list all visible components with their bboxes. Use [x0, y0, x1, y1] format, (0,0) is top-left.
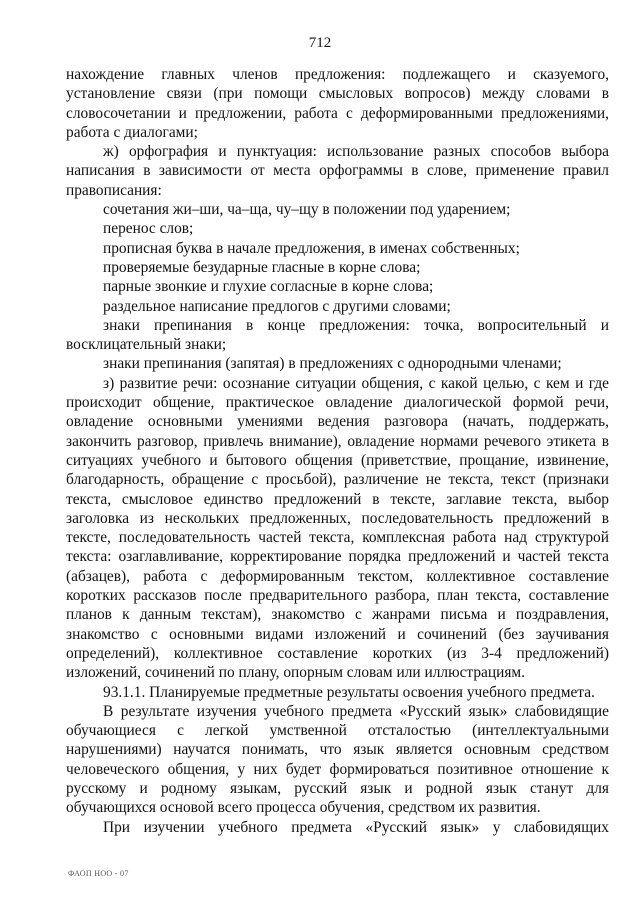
list-item-unstressed-vowels: проверяемые безударные гласные в корне слова;	[103, 258, 421, 276]
list-item-end-punctuation: знаки препинания в конце предложения: точка, вопросительный и восклицательный знаки;	[66, 316, 609, 354]
paragraph-speech-development: з) развитие речи: осознание ситуации общения, с какой целью, с кем и где происходит общение, практическое овладение диалогической формой речи, овладение основными умениями ведения разговора (начать, поддержать, закончить разговор, привлечь внимание), овладение нормами речевого этикета в ситуациях учебного и бытового общения (приветствие, прощание, извинение, благодарность, обращение с просьбой), различение не текста, текст (признаки текста, смысловое единство предложений в тексте, заглавие текста, выбор заголовка из нескольких предложенных, последовательность предложений в тексте, последовательность частей текста, комплексная работа над структурой текста: озаглавливание, корректирование порядка предложений и частей текста (абзацев), работа с деформированным текстом, коллективное составление коротких рассказов после предварительного разбора, план текста, составление планов к данным текстам), знакомство с жанрами письма и поздравления, знакомство с основными видами изложений и сочинений (без заучивания определений), коллективное составление коротких (из 3-4 предложений) изложений, сочинений по плану, опорным словам или иллюстрациям.	[66, 374, 609, 682]
list-item-zhi-shi: сочетания жи–ши, ча–ща, чу–щу в положении под ударением;	[103, 201, 511, 219]
page-footer: ФАОП НОО - 07	[68, 869, 129, 878]
paragraph-main-members: нахождение главных членов предложения: подлежащего и сказуемого, установление связи (при помощи смысловых вопросов) между словами в словосочетании и предложении, работа с деформированными предложениями, работа с диалогами;	[66, 66, 609, 141]
paragraph-studying-subject: При изучении учебного предмета «Русский язык» у слабовидящих	[103, 818, 609, 836]
paragraph-learning-results: В результате изучения учебного предмета «Русский язык» слабовидящие обучающиеся с легкой умственной отсталостью (интеллектуальными нарушениями) научатся понимать, что язык является основным средством человеческого общения, у них будет формироваться позитивное отношение к русскому и родному языкам, русский язык и родной язык станут для обучающихся основой всего процесса обучения, средством их развития.	[66, 702, 609, 817]
page-number: 712	[308, 35, 332, 51]
list-item-word-hyphenation: перенос слов;	[103, 220, 194, 238]
paragraph-orthography: ж) орфография и пунктуация: использование разных способов выбора написания в зависимости от места орфограммы в слове, применение правил правописания:	[66, 143, 609, 199]
document-body	[66, 65, 609, 837]
section-heading-93-1-1: 93.1.1. Планируемые предметные результаты освоения учебного предмета.	[103, 683, 595, 701]
list-item-prepositions: раздельное написание предлогов с другими словами;	[103, 297, 451, 315]
list-item-capital-letter: прописная буква в начале предложения, в именах собственных;	[103, 239, 520, 257]
list-item-comma: знаки препинания (запятая) в предложениях с однородными членами;	[103, 355, 562, 373]
list-item-paired-consonants: парные звонкие и глухие согласные в корне слова;	[103, 278, 434, 296]
